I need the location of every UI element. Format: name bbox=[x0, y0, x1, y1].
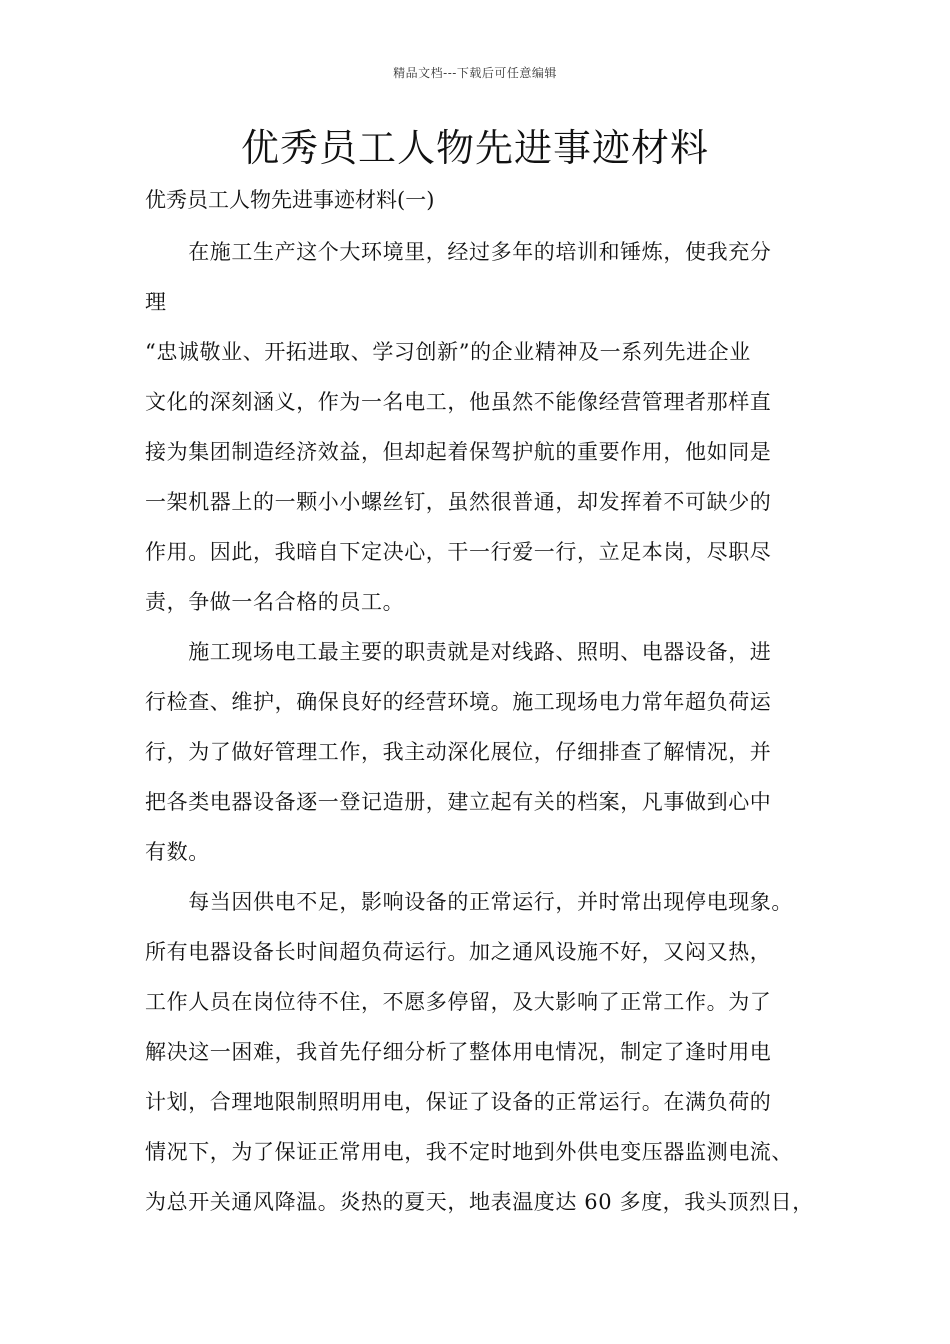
body-line: 把各类电器设备逐一登记造册，建立起有关的档案，凡事做到心中 bbox=[145, 790, 772, 814]
body-line: 施工现场电工最主要的职责就是对线路、照明、电器设备，进 bbox=[145, 640, 772, 664]
body-line: 行检查、维护，确保良好的经营环境。施工现场电力常年超负荷运 bbox=[145, 690, 772, 714]
body-line: 解决这一困难，我首先仔细分析了整体用电情况，制定了逢时用电 bbox=[145, 1040, 772, 1064]
body-line: 所有电器设备长时间超负荷运行。加之通风设施不好，又闷又热， bbox=[145, 940, 772, 964]
body-line: 计划，合理地限制照明用电，保证了设备的正常运行。在满负荷的 bbox=[145, 1090, 772, 1114]
page-header-note: 精品文档---下载后可任意编辑 bbox=[393, 66, 557, 80]
body-line: “忠诚敬业、开拓进取、学习创新”的企业精神及一系列先进企业 bbox=[145, 340, 751, 364]
body-line: 有数。 bbox=[145, 840, 210, 864]
body-line: 作用。因此，我暗自下定决心，干一行爱一行，立足本岗，尽职尽 bbox=[145, 540, 772, 564]
body-line: 每当因供电不足，影响设备的正常运行，并时常出现停电现象。 bbox=[145, 890, 793, 914]
body-line: 理 bbox=[145, 290, 167, 314]
body-line: 文化的深刻涵义，作为一名电工，他虽然不能像经营管理者那样直 bbox=[145, 390, 772, 414]
body-line: 责，争做一名合格的员工。 bbox=[145, 590, 405, 614]
body-line: 一架机器上的一颗小小螺丝钉，虽然很普通，却发挥着不可缺少的 bbox=[145, 490, 772, 514]
body-line: 接为集团制造经济效益，但却起着保驾护航的重要作用，他如同是 bbox=[145, 440, 772, 464]
body-line: 工作人员在岗位待不住，不愿多停留，及大影响了正常工作。为了 bbox=[145, 990, 772, 1014]
document-subtitle: 优秀员工人物先进事迹材料(一) bbox=[145, 188, 435, 212]
body-line: 情况下，为了保证正常用电，我不定时地到外供电变压器监测电流、 bbox=[145, 1140, 793, 1164]
body-line: 为总开关通风降温。炎热的夏天，地表温度达 60 多度，我头顶烈日， bbox=[145, 1190, 814, 1214]
body-line: 行，为了做好管理工作，我主动深化展位，仔细排查了解情况，并 bbox=[145, 740, 772, 764]
body-line: 在施工生产这个大环境里，经过多年的培训和锤炼，使我充分 bbox=[145, 240, 772, 264]
document-title: 优秀员工人物先进事迹材料 bbox=[240, 126, 709, 170]
